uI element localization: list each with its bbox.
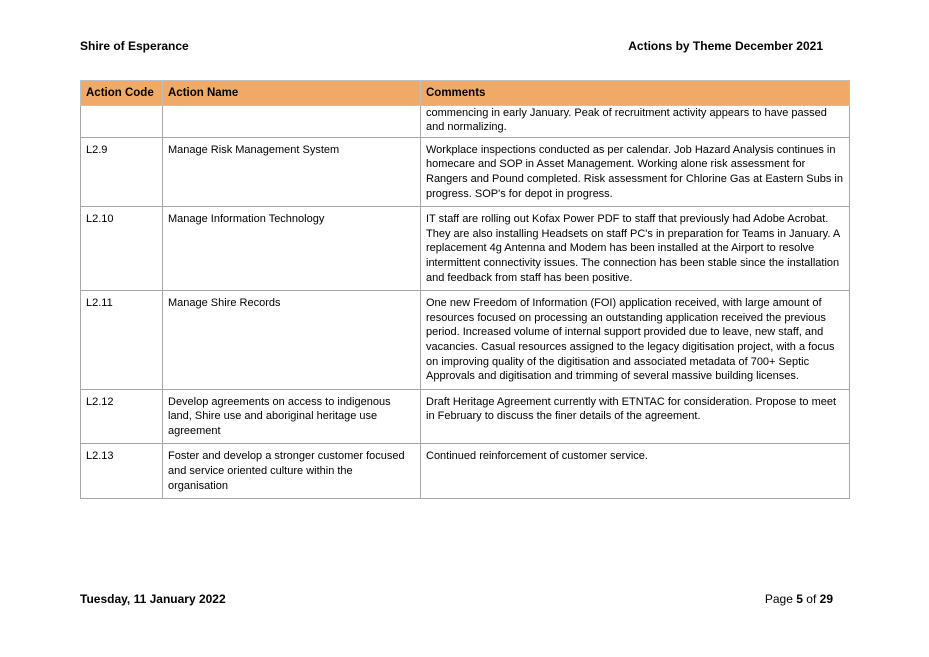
cell-action-code: L2.10 xyxy=(81,207,163,291)
cell-action-code: L2.13 xyxy=(81,444,163,499)
report-date: Tuesday, 11 January 2022 xyxy=(80,592,226,606)
table-row xyxy=(81,291,850,390)
page-word: Page xyxy=(764,592,793,606)
page-total: 29 xyxy=(819,592,833,606)
cell-action-name: Foster and develop a stronger customer focused and service oriented culture within the organisation xyxy=(163,444,421,499)
cell-comments: One new Freedom of Information (FOI) application received, with large amount of resources focused on processing an outstanding application received the previous period. Increased volume of internal support provided due to leave, new staff, and vacancies. Casual resources assigned to the legacy digitisation project, with a focus on improving quality of the digitisation and associated metadata of 700+ Septic Approvals and digitisation and trimming of several massive building licenses. xyxy=(421,291,850,390)
cell-action-code: L2.12 xyxy=(81,389,163,444)
page-current: 5 xyxy=(796,592,803,606)
cell-comments: Draft Heritage Agreement currently with ETNTAC for consideration. Propose to meet in February to discuss the finer details of the agreement. xyxy=(421,389,850,444)
cell-action-code xyxy=(81,105,163,137)
table-header-row xyxy=(81,81,850,106)
cell-action-code: L2.9 xyxy=(81,137,163,206)
cell-action-name: Develop agreements on access to indigenous land, Shire use and aboriginal heritage use agreement xyxy=(163,389,421,444)
cell-comments: commencing in early January. Peak of recruitment activity appears to have passed and normalizing. xyxy=(421,105,850,137)
cell-comments: Continued reinforcement of customer service. xyxy=(421,444,850,499)
cell-action-name: Manage Information Technology xyxy=(163,207,421,291)
page-of-word: of xyxy=(806,592,817,606)
table-row-continuation xyxy=(81,105,850,137)
organisation-name: Shire of Esperance xyxy=(80,39,189,53)
cell-action-name: Manage Risk Management System xyxy=(163,137,421,206)
column-header-action-name: Action Name xyxy=(163,81,421,106)
table-row xyxy=(81,137,850,206)
cell-action-name: Manage Shire Records xyxy=(163,291,421,390)
cell-action-code: L2.11 xyxy=(81,291,163,390)
cell-comments: IT staff are rolling out Kofax Power PDF to staff that previously had Adobe Acrobat. They are also installing Headsets on staff PC's in preparation for Teams in January. A replacement 4g Antenna and Modem has been installed at the Airport to resolve intermittent connectivity issues. The connection has been stable since the installation and feedback from staff has been positive. xyxy=(421,207,850,291)
table-row xyxy=(81,389,850,444)
column-header-comments: Comments xyxy=(421,81,850,106)
cell-comments: Workplace inspections conducted as per calendar. Job Hazard Analysis continues in homecare and SOP in Asset Management. Working alone risk assessment for Rangers and Pound completed. Risk assessment for Chlorine Gas at Eastern Subs in progress. SOP's for depot in progress. xyxy=(421,137,850,206)
actions-table xyxy=(80,80,850,499)
cell-action-name xyxy=(163,105,421,137)
table-row xyxy=(81,444,850,499)
column-header-action-code: Action Code xyxy=(81,81,163,106)
table-row xyxy=(81,207,850,291)
page-number xyxy=(765,592,833,606)
report-title: Actions by Theme December 2021 xyxy=(628,39,823,53)
